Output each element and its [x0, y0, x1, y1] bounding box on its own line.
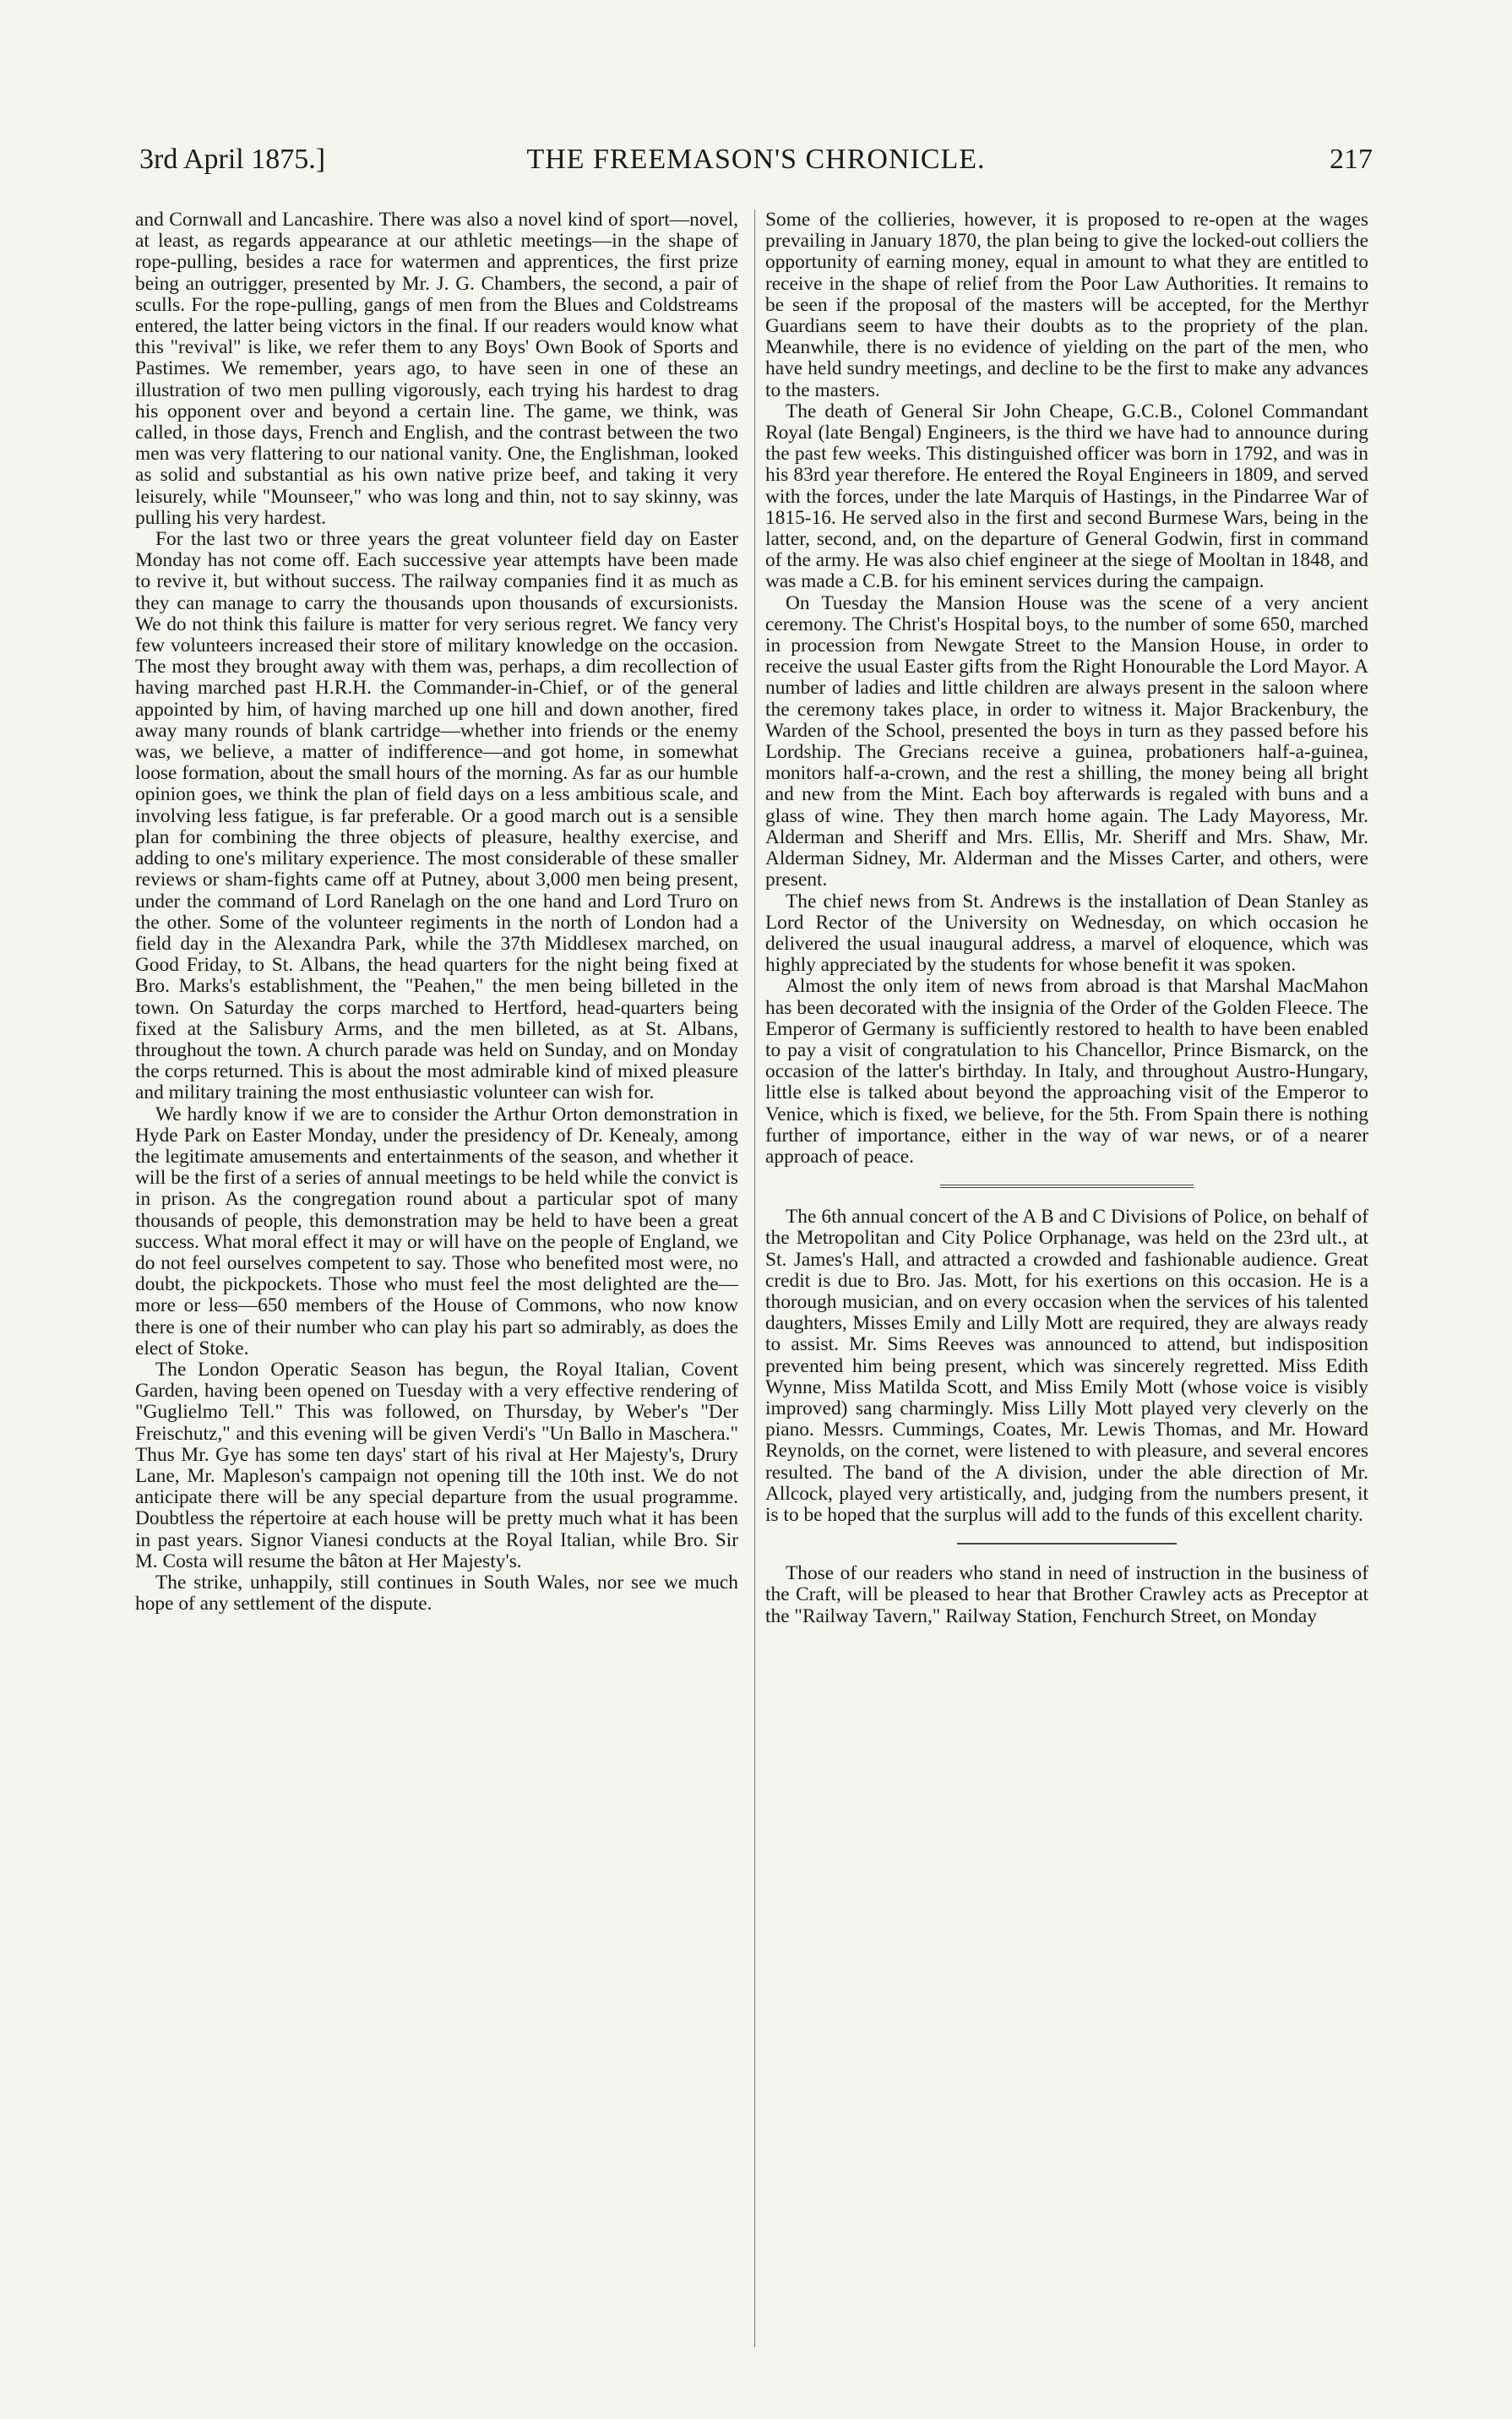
column-divider [754, 210, 755, 2347]
page-header [139, 144, 1373, 194]
section-separator [957, 1543, 1177, 1545]
article-paragraph: For the last two or three years the great volunteer field day on Easter Monday has not come off. Each successive year attempts have been made to revive it, but without success. The railway companies find it as much as they can manage to carry the thousands upon thousands of excursionists. We do not think this failure is matter for very serious regret. We fancy very few volunteers increased their store of military knowledge on the occasion. The most they brought away with them was, perhaps, a dim recollection of having marched past H.R.H. the Commander-in-Chief, or of the general appointed by him, of having marched up one hill and down another, fired away many rounds of blank cartridge—whether into friends or the enemy was, we believe, a matter of indifference—and got home, in somewhat loose formation, about the small hours of the morning. As far as our humble opinion goes, we think the plan of field days on a less ambitious scale, and involving less fatigue, is far preferable. Or a good march out is a sensible plan for combining the three objects of pleasure, healthy exercise, and adding to one's military experience. The most considerable of these smaller reviews or sham-fights came off at Putney, about 3,000 men being present, under the command of Lord Ranelagh on the one hand and Lord Truro on the other. Some of the volunteer regiments in the north of London had a field day in the Alexandra Park, while the 37th Middlesex marched, on Good Friday, to St. Albans, the head quarters for the night being fixed at Bro. Marks's establishment, the "Peahen," the men being billeted in the town. On Saturday the corps marched to Hertford, head-quarters being fixed at the Salisbury Arms, and the men billeted, as at St. Albans, throughout the town. A church parade was held on Sunday, and on Monday the corps returned. This is about the most admirable kind of mixed pleasure and military training the most enthusiastic volunteer can wish for. [135, 528, 738, 1104]
article-paragraph: On Tuesday the Mansion House was the scene of a very ancient ceremony. The Christ's Hospital boys, to the number of some 650, marched in procession from Newgate Street to the Mansion House, in order to receive the usual Easter gifts from the Right Honourable the Lord Mayor. A number of ladies and little children are always present in the saloon where the ceremony takes place, in order to witness it. Major Brackenbury, the Warden of the School, presented the boys in turn as they passed before his Lordship. The Grecians receive a guinea, probationers half-a-guinea, monitors half-a-crown, and the rest a shilling, the money being all bright and new from the Mint. Each boy afterwards is regaled with buns and a glass of wine. They then march home again. The Lady Mayoress, Mr. Alderman and Sheriff and Mrs. Ellis, Mr. Sheriff and Mrs. Shaw, Mr. Alderman Sidney, Mr. Alderman and the Misses Carter, and others, were present. [765, 591, 1368, 891]
article-paragraph: The chief news from St. Andrews is the installation of Dean Stanley as Lord Rector of the University on Wednesday, on which occasion he delivered the usual inaugural address, a marvel of eloquence, which was highly appreciated by the students for whose benefit it was spoken. [765, 890, 1368, 977]
article-paragraph: Some of the collieries, however, it is proposed to re-open at the wages prevailing in January 1870, the plan being to give the locked-out colliers the opportunity of earning money, equal in amount to what they are entitled to receive in the shape of relief from the Poor Law Authorities. It remains to be seen if the proposal of the masters will be accepted, for the Merthyr Guardians seem to have their doubts as to the propriety of the plan. Meanwhile, there is no evidence of yielding on the part of the men, who have held sundry meetings, and decline to be the first to make any advances to the masters. [765, 209, 1368, 401]
article-paragraph: The London Operatic Season has begun, the Royal Italian, Covent Garden, having been opened on Tuesday with a very effective rendering of "Guglielmo Tell." This was followed, on Thursday, by Weber's "Der Freischutz," and this evening will be given Verdi's "Un Ballo in Maschera." Thus Mr. Gye has some ten days' start of his rival at Her Majesty's, Drury Lane, Mr. Mapleson's campaign not opening till the 10th inst. We do not anticipate there will be any special departure from the usual programme. Doubtless the répertoire at each house will be pretty much what it has been in past years. Signor Vianesi conducts at the Royal Italian, while Bro. Sir M. Costa will resume the bâton at Her Majesty's. [135, 1358, 738, 1572]
left-column [135, 210, 738, 1615]
section-separator [940, 1185, 1194, 1188]
publication-title: THE FREEMASON'S CHRONICLE. [526, 144, 986, 175]
article-paragraph: and Cornwall and Lancashire. There was also a novel kind of sport—novel, at least, as regards appearance at our athletic meetings—in the shape of rope-pulling, besides a race for watermen and apprentices, the first prize being an outrigger, presented by Mr. J. G. Chambers, the second, a pair of sculls. For the rope-pulling, gangs of men from the Blues and Coldstreams entered, the latter being victors in the final. If our readers would know what this "revival" is like, we refer them to any Boys' Own Book of Sports and Pastimes. We remember, years ago, to have seen in one of these an illustration of two men pulling vigorously, each trying his hardest to drag his opponent over and beyond a certain line. The game, we think, was called, in those days, French and English, and the contrast between the two men was very flattering to our national vanity. One, the Englishman, looked as solid and substantial as his own native prize beef, and taking it very leisurely, while "Mounseer," who was long and thin, not to say skinny, was pulling his very hardest. [135, 209, 738, 529]
right-column [765, 210, 1368, 1627]
article-paragraph: The strike, unhappily, still continues in South Wales, nor see we much hope of any settlement of the dispute. [135, 1572, 738, 1615]
article-paragraph: Those of our readers who stand in need of instruction in the business of the Craft, will be pleased to hear that Brother Crawley acts as Preceptor at the "Railway Tavern," Railway Station, Fenchurch Street, on Monday [765, 1562, 1368, 1627]
issue-date: 3rd April 1875.] [139, 144, 326, 175]
page-number: 217 [1330, 144, 1373, 175]
article-paragraph: We hardly know if we are to consider the Arthur Orton demonstration in Hyde Park on Easter Monday, under the presidency of Dr. Kenealy, among the legitimate amusements and entertainments of the season, and whether it will be the first of a series of annual meetings to be held while the convict is in prison. As the congregation round about a particular spot of many thousands of people, this demonstration may be held to have been a great success. What moral effect it may or will have on the people of England, we do not feel ourselves competent to say. Those who benefited most were, no doubt, the pickpockets. Those who must feel the most delighted are the—more or less—650 members of the House of Commons, who now know there is one of their number who can play his part so admirably, as does the elect of Stoke. [135, 1103, 738, 1359]
article-paragraph: The 6th annual concert of the A B and C Divisions of Police, on behalf of the Metropolitan and City Police Orphanage, was held on the 23rd ult., at St. James's Hall, and attracted a crowded and fashionable audience. Great credit is due to Bro. Jas. Mott, for his exertions on this occasion. He is a thorough musician, and on every occasion when the services of his talented daughters, Misses Emily and Lilly Mott are required, they are always ready to assist. Mr. Sims Reeves was announced to attend, but indisposition prevented him being present, which was sincerely regretted. Miss Edith Wynne, Miss Matilda Scott, and Miss Emily Mott (whose voice is visibly improved) sang charmingly. Miss Lilly Mott played very cleverly on the piano. Messrs. Cummings, Coates, Mr. Lewis Thomas, and Mr. Howard Reynolds, on the cornet, were listened to with pleasure, and several encores resulted. The band of the A division, under the able direction of Mr. Allcock, played very artistically, and, judging from the numbers present, it is to be hoped that the surplus will add to the funds of this excellent charity. [765, 1206, 1368, 1526]
article-paragraph: Almost the only item of news from abroad is that Marshal MacMahon has been decorated with the insignia of the Order of the Golden Fleece. The Emperor of Germany is sufficiently restored to health to have been enabled to pay a visit of congratulation to his Chancellor, Prince Bismarck, on the occasion of the latter's birthday. In Italy, and throughout Austro-Hungary, little else is talked about beyond the approaching visit of the Emperor to Venice, which is fixed, we believe, for the 5th. From Spain there is nothing further of importance, either in the way of war news, or of a nearer approach of peace. [765, 975, 1368, 1168]
article-paragraph: The death of General Sir John Cheape, G.C.B., Colonel Commandant Royal (late Bengal) Engineers, is the third we have had to announce during the past few weeks. This distinguished officer was born in 1792, and was in his 83rd year therefore. He entered the Royal Engineers in 1809, and served with the forces, under the late Marquis of Hastings, in the Pindarree War of 1815-16. He served also in the first and second Burmese Wars, being in the latter, second, and, on the departure of General Godwin, first in command of the army. He was also chief engineer at the siege of Mooltan in 1848, and was made a C.B. for his eminent services during the campaign. [765, 400, 1368, 593]
